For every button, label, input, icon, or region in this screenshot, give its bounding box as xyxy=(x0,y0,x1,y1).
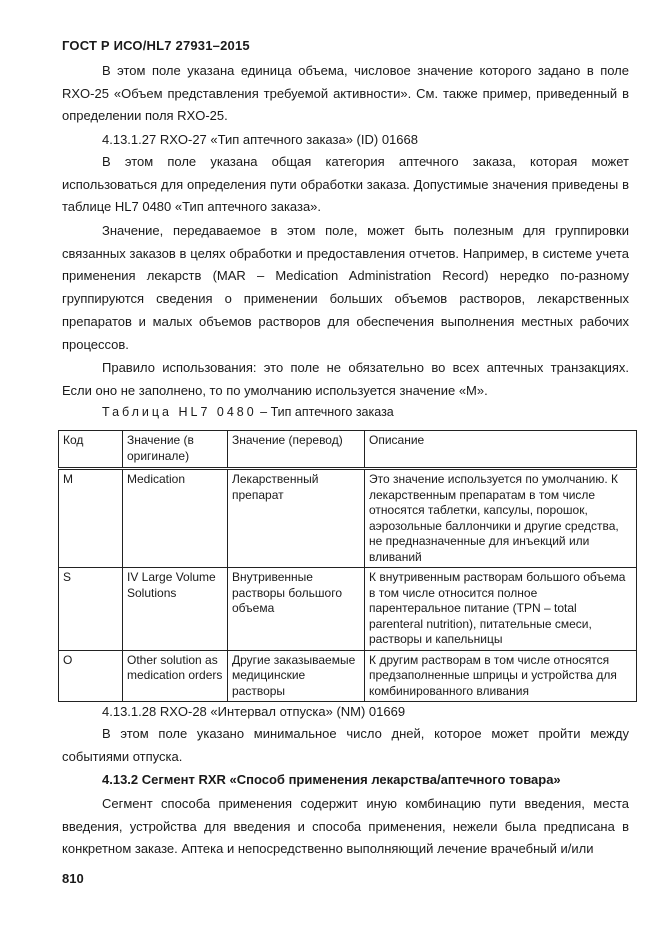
table-row xyxy=(59,469,637,568)
table-row xyxy=(59,650,637,702)
pharmacy-order-type-table xyxy=(58,430,637,702)
column-header-translation: Значение (перевод) xyxy=(228,431,365,469)
column-header-original-value: Значение (в оригинале) xyxy=(123,431,228,469)
paragraph-rxo26-description: В этом поле указана единица объема, числовое значение которого задано в поле RXO-25 «Объем представления требуемой активности». См. также пример, приведенный в определении поля RXO-25. xyxy=(62,63,629,124)
table-caption-label: Таблица HL7 0480 xyxy=(102,405,257,419)
table-row xyxy=(59,568,637,651)
cell-code: S xyxy=(59,568,123,651)
section-heading-rxr: 4.13.2 Сегмент RXR «Способ применения лекарства/аптечного товара» xyxy=(102,772,561,787)
section-heading-rxo27: 4.13.1.27 RXO-27 «Тип аптечного заказа» (ID) 01668 xyxy=(102,132,418,147)
table-caption-text: – Тип аптечного заказа xyxy=(256,405,394,419)
table-caption xyxy=(102,405,394,419)
cell-description: К внутривенным растворам большого объема в том числе относится полное парентеральное питание (TPN – total parenteral nutrition), питательные смеси, растворы и капельницы xyxy=(365,568,637,651)
cell-code: M xyxy=(59,469,123,568)
cell-original-value: Other solution as medication orders xyxy=(123,650,228,702)
paragraph-rxr-description: Сегмент способа применения содержит иную комбинацию пути введения, места введения, устройства для введения и способа применения, нежели была предписана в конкретном заказе. Аптека и непосредственно выполняющий лечение врачебный и/или xyxy=(62,796,629,857)
table-header-row xyxy=(59,431,637,469)
cell-description: К другим растворам в том числе относятся предзаполненные шприцы и устройства для комбинированного вливания xyxy=(365,650,637,702)
column-header-description: Описание xyxy=(365,431,637,469)
paragraph-rxo27-description: В этом поле указана общая категория аптечного заказа, которая может использоваться для определения пути обработки заказа. Допустимые значения приведены в таблице HL7 0480 «Тип аптечного заказа». xyxy=(62,154,629,215)
page-header: ГОСТ Р ИСО/HL7 27931–2015 xyxy=(62,38,250,53)
paragraph-rxo27-grouping: Значение, передаваемое в этом поле, может быть полезным для группировки связанных заказов в целях обработки и предоставления отчетов. Например, в системе учета применения лекарств (MAR – Medication Administration Record) нередко по-разному группируются сведения о применении больших объемов растворов, лекарственных препаратов и малых объемов растворов для обеспечения выполнения местных рабочих процессов. xyxy=(62,223,629,352)
cell-original-value: Medication xyxy=(123,469,228,568)
cell-code: O xyxy=(59,650,123,702)
paragraph-rxo28-description: В этом поле указано минимальное число дней, которое может пройти между событиями отпуска. xyxy=(62,726,629,764)
cell-translation: Лекарственный препарат xyxy=(228,469,365,568)
cell-description: Это значение используется по умолчанию. К лекарственным препаратам в том числе относятся таблетки, капсулы, порошок, аэрозольные баллончики и другие средства, не предназначенные для инъекций или вливаний xyxy=(365,469,637,568)
page-number: 810 xyxy=(62,871,84,886)
cell-translation: Другие заказываемые медицинские растворы xyxy=(228,650,365,702)
cell-original-value: IV Large Volume Solutions xyxy=(123,568,228,651)
paragraph-usage-rule: Правило использования: это поле не обязательно во всех аптечных транзакциях. Если оно не заполнено, то по умолчанию используется значение «М». xyxy=(62,360,629,398)
cell-translation: Внутривенные растворы большого объема xyxy=(228,568,365,651)
column-header-code: Код xyxy=(59,431,123,469)
section-heading-rxo28: 4.13.1.28 RXO-28 «Интервал отпуска» (NM) 01669 xyxy=(102,704,406,719)
